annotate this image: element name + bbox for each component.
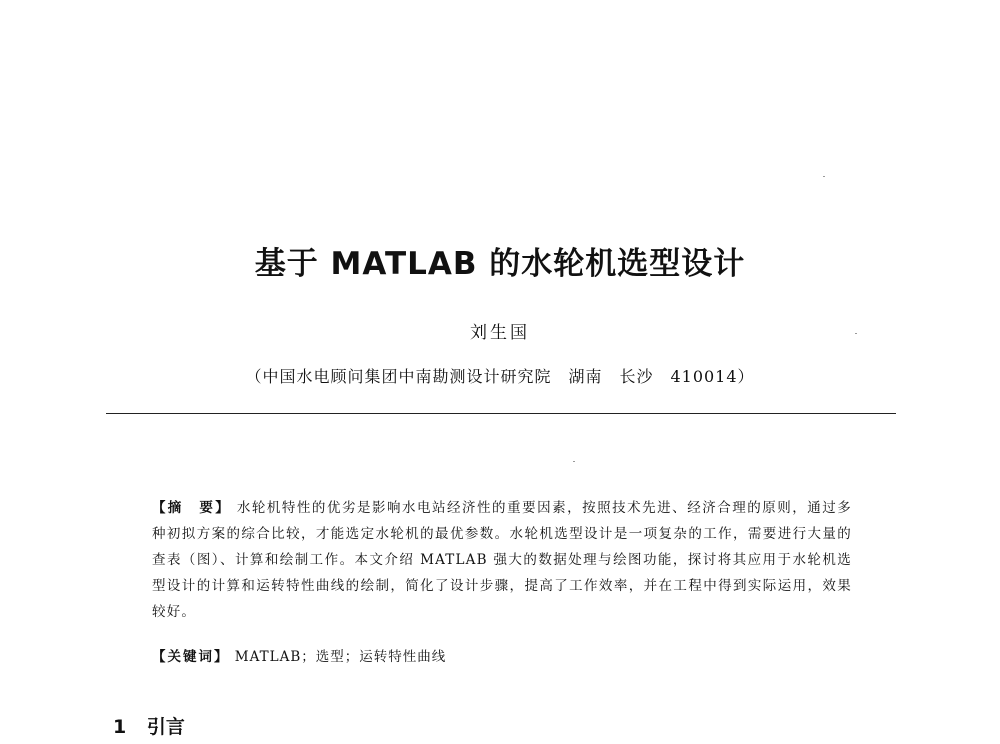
section-title: 引言	[146, 716, 185, 738]
keywords	[152, 645, 852, 665]
abstract-label: 【摘 要】	[152, 500, 232, 516]
header-divider	[106, 413, 896, 414]
keywords-label: 【关键词】	[152, 649, 230, 665]
author-name: 刘生国	[470, 323, 530, 343]
scan-speck	[823, 176, 825, 177]
author-affiliation: （中国水电顾问集团中南勘测设计研究院 湖南 长沙 410014）	[245, 367, 755, 386]
scan-speck	[573, 461, 575, 462]
paper-title: 基于 MATLAB 的水轮机选型设计	[254, 246, 746, 282]
keywords-text: MATLAB；选型；运转特性曲线	[234, 649, 447, 665]
scan-speck	[855, 333, 857, 334]
abstract-text: 水轮机特性的优劣是影响水电站经济性的重要因素，按照技术先进、经济合理的原则，通过多种初拟方案的综合比较，才能选定水轮机的最优参数。水轮机选型设计是一项复杂的工作，需要进行大量的查表（图）、计算和绘制工作。本文介绍 MATLAB 强大的数据处理与绘图功能，探讨将其应用于水轮机选型设计的计算和运转特性曲线的绘制，简化了设计步骤，提高了工作效率，并在工程中得到实际运用，效果较好。	[152, 500, 853, 620]
section-number: 1	[113, 716, 127, 738]
section-heading	[113, 712, 185, 739]
abstract	[152, 495, 852, 625]
